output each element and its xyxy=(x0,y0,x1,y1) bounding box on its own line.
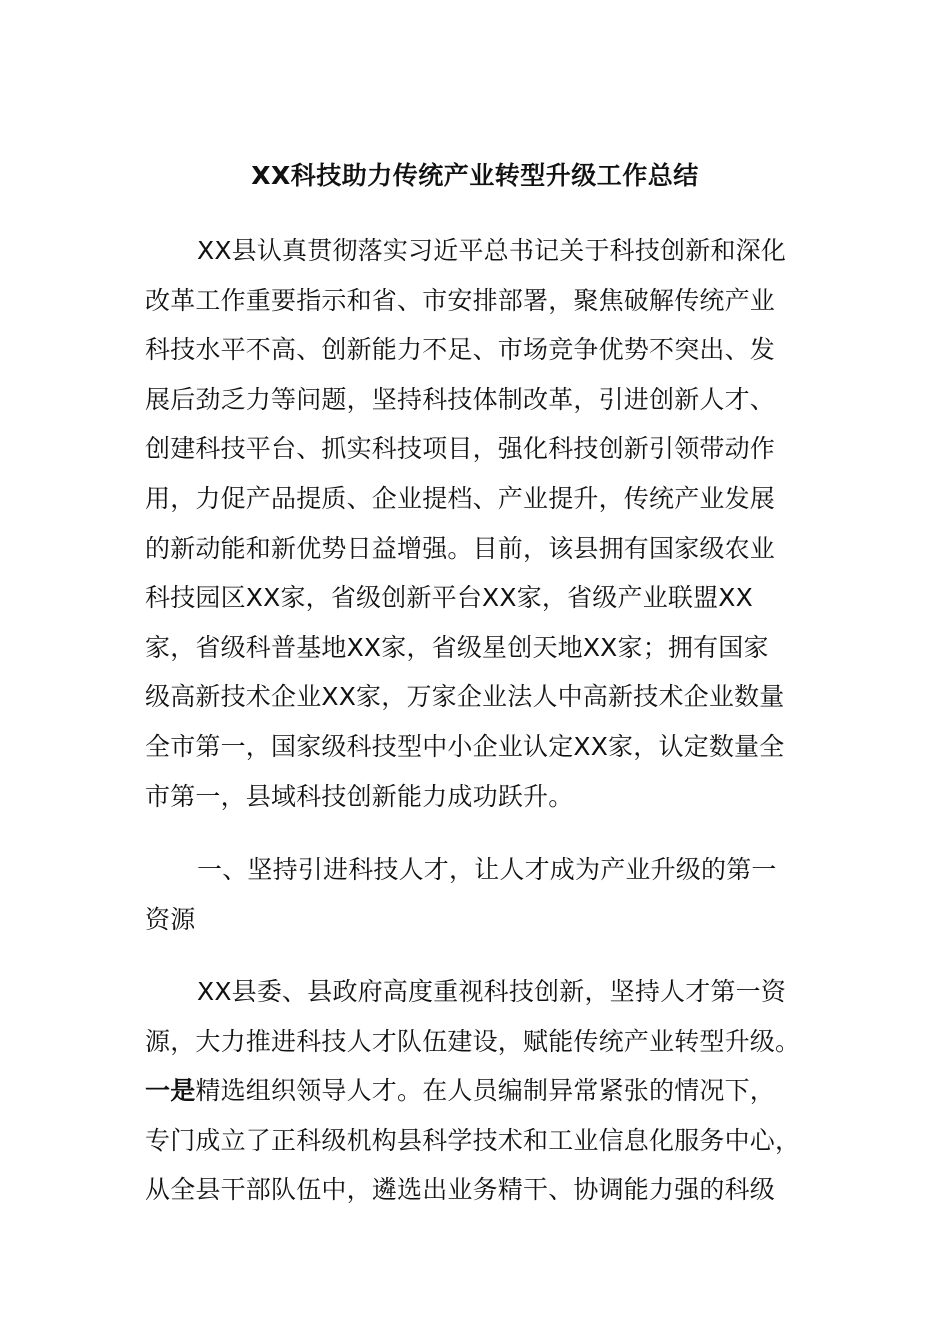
paragraph-line: 源，大力推进科技人才队伍建设，赋能传统产业转型升级。 xyxy=(145,1026,801,1056)
paragraph-line: 科技水平不高、创新能力不足、市场竞争优势不突出、发 xyxy=(145,335,776,365)
document-title: XX科技助力传统产业转型升级工作总结 xyxy=(251,161,699,190)
intro-paragraph xyxy=(145,226,810,821)
paragraph-line: XX县委、县政府高度重视科技创新，坚持人才第一资 xyxy=(197,977,787,1006)
paragraph-line: 市第一，县域科技创新能力成功跃升。 xyxy=(145,781,574,811)
paragraph-line xyxy=(145,1066,810,1116)
paragraph-line: 从全县干部队伍中，遴选出业务精干、协调能力强的科级 xyxy=(145,1175,776,1205)
paragraph-line: 科技园区XX家，省级创新平台XX家，省级产业联盟XX xyxy=(145,583,753,613)
paragraph-line: 的新动能和新优势日益增强。目前，该县拥有国家级农业 xyxy=(145,533,776,563)
paragraph-line-rest: 精选组织领导人才。在人员编制异常紧张的情况下， xyxy=(195,1076,776,1106)
paragraph-line: 改革工作重要指示和省、市安排部署，聚焦破解传统产业 xyxy=(145,285,776,315)
paragraph-line: 家，省级科普基地XX家，省级星创天地XX家；拥有国家 xyxy=(145,632,769,662)
paragraph-line: 展后劲乏力等问题，坚持科技体制改革，引进创新人才、 xyxy=(145,384,776,414)
paragraph-line: 全市第一，国家级科技型中小企业认定XX家，认定数量全 xyxy=(145,731,785,761)
bold-lead-text: 一是 xyxy=(145,1076,196,1106)
paragraph-line: 创建科技平台、抓实科技项目，强化科技创新引领带动作 xyxy=(145,434,776,464)
paragraph-line: 级高新技术企业XX家，万家企业法人中高新技术企业数量 xyxy=(145,682,785,712)
section-heading-1 xyxy=(145,845,810,944)
paragraph-line: 用，力促产品提质、企业提档、产业提升，传统产业发展 xyxy=(145,483,776,513)
paragraph-line: 专门成立了正科级机构县科学技术和工业信息化服务中心， xyxy=(145,1125,801,1155)
paragraph-line: XX县认真贯彻落实习近平总书记关于科技创新和深化 xyxy=(197,236,787,265)
heading-line: 一、坚持引进科技人才，让人才成为产业升级的第一 xyxy=(197,855,777,884)
heading-line: 资源 xyxy=(145,904,196,934)
section-1-paragraph xyxy=(145,967,810,1215)
